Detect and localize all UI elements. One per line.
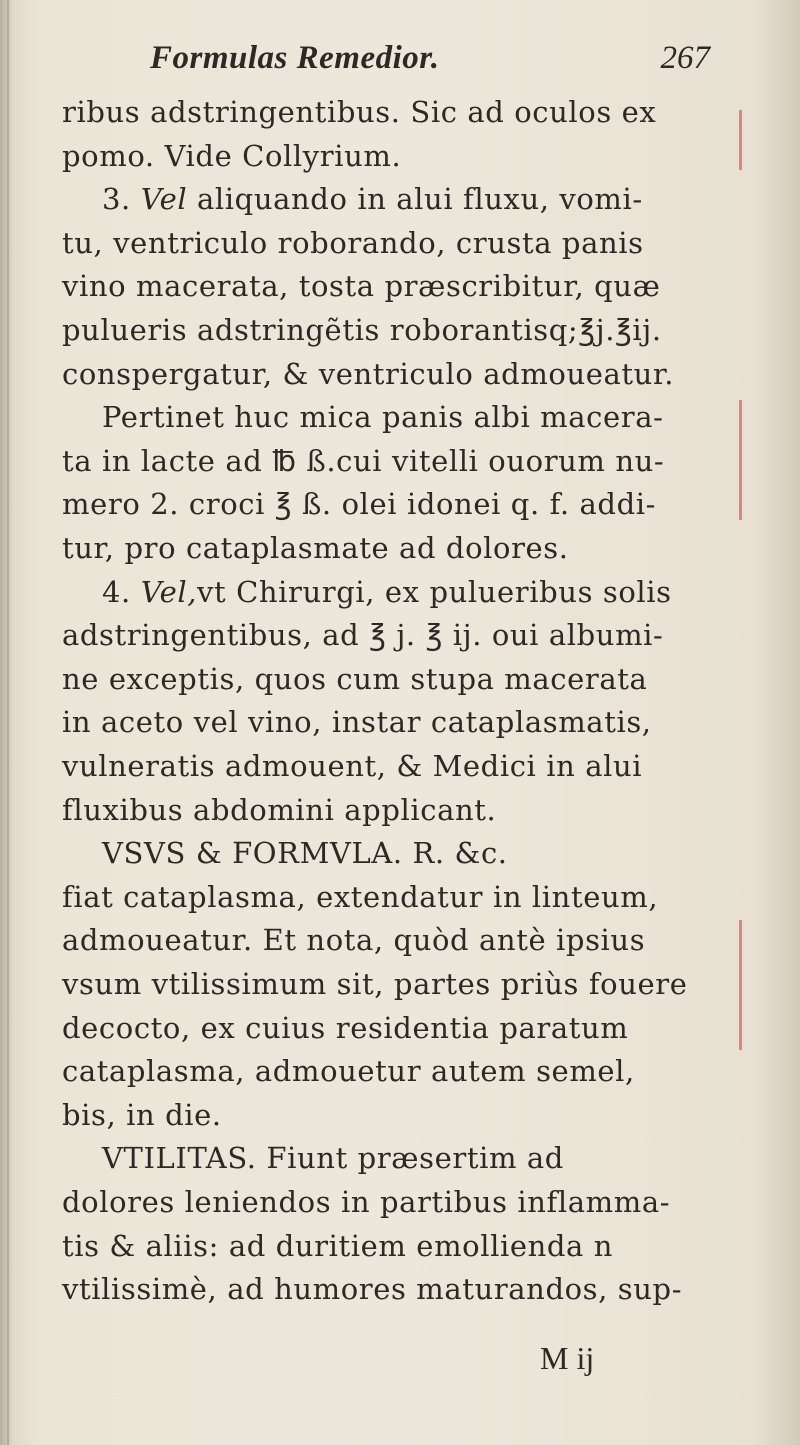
line-text: ta in lacte ad ℔ ß.cui vitelli ouorum nu-	[62, 443, 665, 478]
line-number-prefix: 4.	[102, 574, 141, 609]
line-text: adstringentibus, ad ℥ j. ℥ ij. oui albumi-	[62, 618, 664, 653]
text-line	[102, 177, 752, 221]
line-text: VSVS & FORMVLA. R. &c.	[102, 836, 508, 871]
line-text: fluxibus abdomini applicant.	[62, 792, 497, 827]
text-line	[62, 700, 712, 744]
text-line	[62, 875, 712, 919]
line-text: vt Chirurgi, ex pulueribus solis	[197, 574, 672, 609]
text-line	[102, 395, 752, 439]
running-head: Formulas Remedior.	[150, 40, 440, 76]
text-line	[62, 1224, 712, 1268]
line-text: tur, pro cataplasmate ad dolores.	[62, 531, 569, 565]
signature-mark: M ij	[540, 1340, 595, 1376]
line-text: aliquando in alui fluxu, vomi-	[187, 182, 643, 217]
italic-word: Vel,	[140, 574, 198, 609]
line-text: mero 2. croci ℥ ß. olei idonei q. f. addi-	[62, 487, 657, 522]
line-text: VTILITAS. Fiunt præsertim ad	[102, 1141, 564, 1176]
page-number: 267	[660, 40, 710, 76]
line-text: fiat cataplasma, extendatur in linteum,	[62, 879, 659, 914]
line-text: dolores leniendos in partibus inflamma-	[62, 1185, 671, 1219]
line-text: pulueris adstringẽtis roborantisq;℥j.℥ij.	[62, 313, 662, 347]
text-line	[62, 90, 712, 134]
text-line	[62, 744, 712, 788]
page-header	[150, 40, 710, 84]
text-line	[62, 918, 712, 962]
line-text: cataplasma, admouetur autem semel,	[62, 1054, 635, 1089]
line-text: vulneratis admouent, & Medici in alui	[62, 749, 643, 783]
line-text: pomo. Vide Collyrium.	[62, 138, 402, 173]
line-text: Pertinet huc mica panis albi macera-	[102, 400, 664, 435]
text-line	[62, 613, 712, 657]
text-line	[62, 1267, 712, 1311]
text-line	[62, 1006, 712, 1050]
text-line	[62, 352, 712, 396]
line-text: ribus adstringentibus. Sic ad oculos ex	[62, 95, 657, 129]
text-line	[62, 1180, 712, 1224]
line-text: decocto, ex cuius residentia paratum	[62, 1010, 629, 1045]
line-text: vtilissimè, ad humores maturandos, sup-	[62, 1272, 683, 1307]
text-line	[62, 526, 712, 570]
line-text: in aceto vel vino, instar cataplasmatis,	[62, 705, 652, 740]
text-line	[62, 657, 712, 701]
text-line	[62, 962, 712, 1006]
line-text: admoueatur. Et nota, quòd antè ipsius	[62, 923, 646, 958]
text-line	[62, 482, 712, 526]
text-line	[102, 570, 752, 614]
line-text: vsum vtilissimum sit, partes priùs fouere	[62, 967, 688, 1001]
text-line	[62, 788, 712, 832]
page-edge-stain	[739, 110, 742, 170]
italic-word: Vel	[140, 182, 188, 217]
line-text: bis, in die.	[62, 1097, 222, 1132]
text-line	[62, 1049, 712, 1093]
text-line	[62, 1093, 712, 1137]
page-gutter-shadow	[7, 0, 9, 1445]
text-line	[62, 264, 712, 308]
text-line	[62, 134, 712, 178]
text-line	[62, 221, 712, 265]
page-edge-stain	[739, 920, 742, 1050]
text-line	[102, 1136, 752, 1180]
line-text: tis & aliis: ad duritiem emollienda n	[62, 1228, 614, 1263]
text-line	[102, 831, 752, 875]
line-text: conspergatur, & ventriculo admoueatur.	[62, 356, 675, 391]
text-line	[62, 439, 712, 483]
line-text: tu, ventriculo roborando, crusta panis	[62, 225, 644, 260]
line-text: ne exceptis, quos cum stupa macerata	[62, 661, 648, 696]
line-number-prefix: 3.	[102, 182, 141, 217]
text-line	[62, 308, 712, 352]
line-text: vino macerata, tosta præscribitur, quæ	[62, 269, 661, 304]
